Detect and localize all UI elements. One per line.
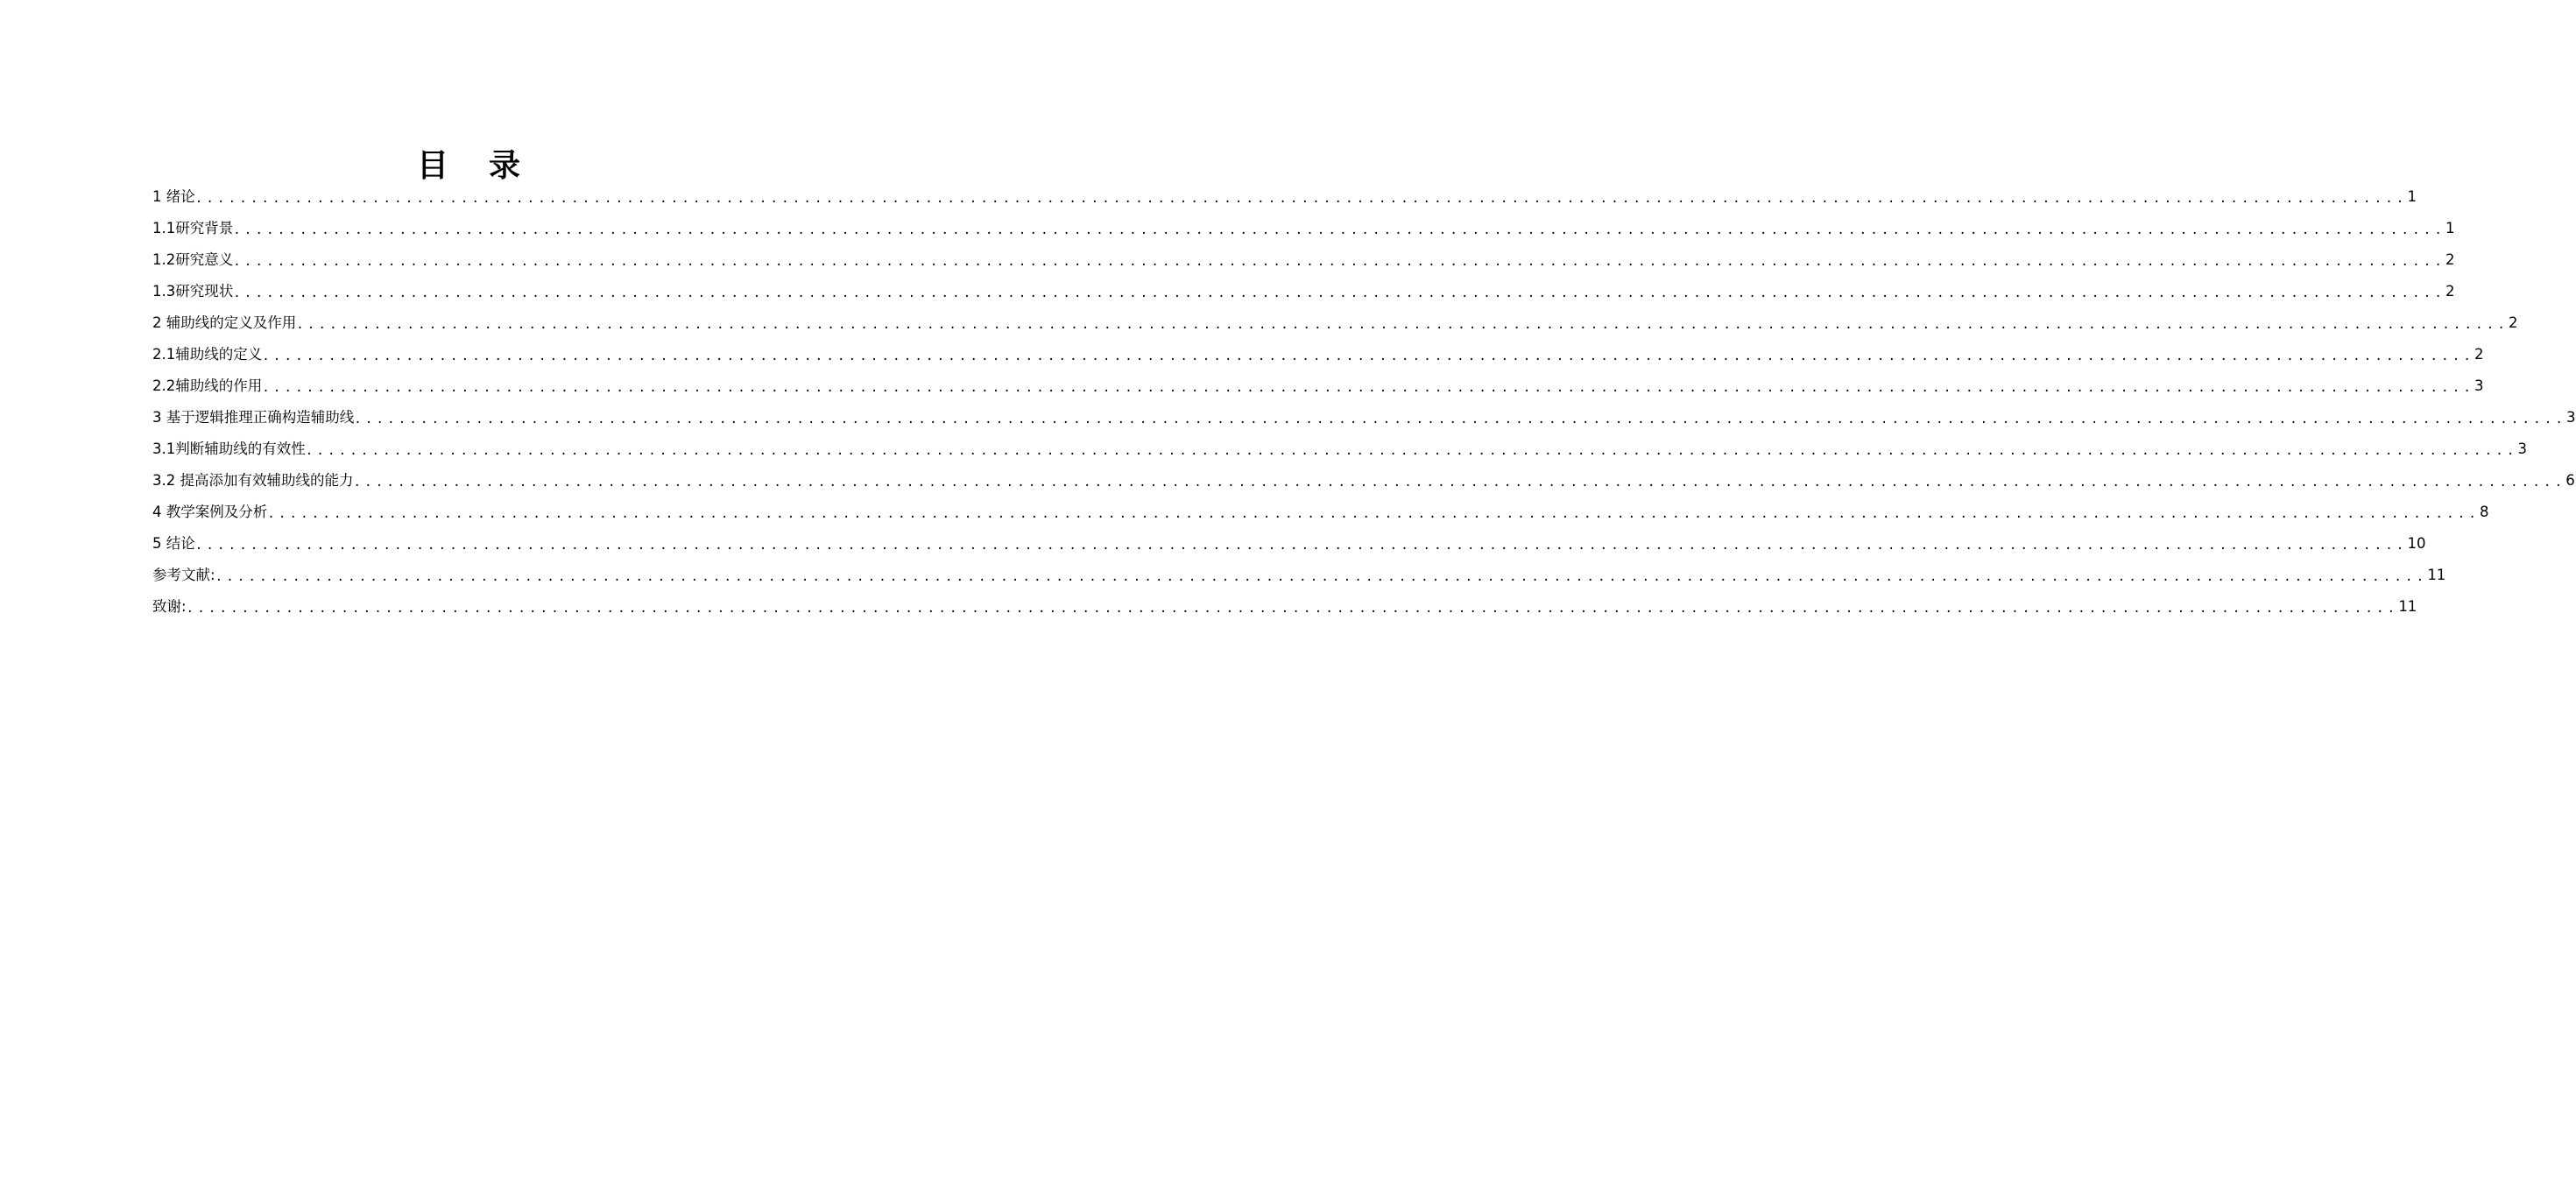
toc-entry[interactable]	[152, 307, 2518, 339]
toc-entry-label: 参考文献:	[152, 567, 215, 583]
toc-dot-leader: ........................................................................................................................................................................................................	[233, 286, 2445, 300]
toc-dot-leader: ........................................................................................................................................................................................................	[296, 318, 2509, 332]
toc-dot-leader: ........................................................................................................................................................................................................	[233, 255, 2445, 269]
toc-entry-page-number: 10	[2407, 535, 2426, 552]
toc-title-char-2: 录	[489, 147, 521, 184]
toc-entry[interactable]	[152, 465, 2575, 497]
toc-entry-page-number: 6	[2565, 472, 2575, 489]
toc-dot-leader: ........................................................................................................................................................................................................	[353, 476, 2566, 490]
toc-entry-label: 2 辅助线的定义及作用	[152, 314, 297, 331]
toc-entry-label: 3.1判断辅助线的有效性	[152, 440, 306, 457]
toc-entry-page-number: 1	[2407, 188, 2417, 205]
toc-dot-leader: ........................................................................................................................................................................................................	[354, 412, 2566, 426]
toc-dot-leader: ........................................................................................................................................................................................................	[267, 507, 2480, 521]
toc-entry-page-number: 2	[2445, 251, 2455, 268]
toc-entry-label: 2.2辅助线的作用	[152, 377, 263, 394]
toc-entry-page-number: 1	[2445, 220, 2455, 236]
toc-entry-page-number: 8	[2480, 504, 2489, 520]
toc-entry-label: 3.2 提高添加有效辅助线的能力	[152, 472, 354, 489]
toc-entry-page-number: 3	[2517, 440, 2527, 457]
toc-dot-leader: ........................................................................................................................................................................................................	[233, 223, 2445, 237]
toc-entry-label: 1.3研究现状	[152, 283, 234, 300]
toc-entry[interactable]	[152, 181, 2417, 213]
toc-dot-leader: ........................................................................................................................................................................................................	[262, 381, 2474, 395]
toc-entry-page-number: 3	[2474, 377, 2484, 394]
toc-entry-page-number: 11	[2427, 567, 2446, 583]
toc-entry-page-number: 11	[2398, 598, 2417, 615]
toc-entry[interactable]	[152, 497, 2489, 528]
toc-dot-leader: ........................................................................................................................................................................................................	[186, 602, 2399, 616]
toc-entry[interactable]	[152, 370, 2484, 402]
toc-entry[interactable]	[152, 276, 2455, 307]
toc-entry-label: 1 绪论	[152, 188, 195, 205]
toc-entry-page-number: 2	[2474, 346, 2484, 363]
toc-entry[interactable]	[152, 402, 2576, 433]
toc-entry-label: 致谢:	[152, 598, 187, 615]
toc-dot-leader: ........................................................................................................................................................................................................	[215, 570, 2428, 584]
toc-dot-leader: ........................................................................................................................................................................................................	[194, 539, 2408, 553]
toc-entry-label: 4 教学案例及分析	[152, 504, 268, 520]
toc-entry[interactable]	[152, 339, 2484, 370]
toc-entry[interactable]	[152, 528, 2426, 560]
toc-entry[interactable]	[152, 244, 2455, 276]
toc-entry[interactable]	[152, 591, 2417, 623]
toc-entry-label: 1.1研究背景	[152, 220, 234, 236]
table-of-contents	[152, 181, 2576, 623]
toc-entry-label: 3 基于逻辑推理正确构造辅助线	[152, 409, 355, 426]
toc-entry[interactable]	[152, 560, 2446, 591]
toc-entry[interactable]	[152, 433, 2527, 465]
toc-entry-page-number: 2	[2509, 314, 2518, 331]
toc-dot-leader: ........................................................................................................................................................................................................	[194, 192, 2408, 206]
toc-entry-page-number: 2	[2445, 283, 2455, 300]
toc-entry[interactable]	[152, 213, 2455, 244]
toc-entry-label: 2.1辅助线的定义	[152, 346, 263, 363]
toc-entry-page-number: 3	[2566, 409, 2576, 426]
toc-title-char-1: 目	[416, 147, 448, 184]
toc-entry-label: 1.2研究意义	[152, 251, 234, 268]
toc-dot-leader: ........................................................................................................................................................................................................	[305, 444, 2518, 458]
toc-entry-label: 5 结论	[152, 535, 195, 552]
toc-dot-leader: ........................................................................................................................................................................................................	[262, 349, 2474, 363]
